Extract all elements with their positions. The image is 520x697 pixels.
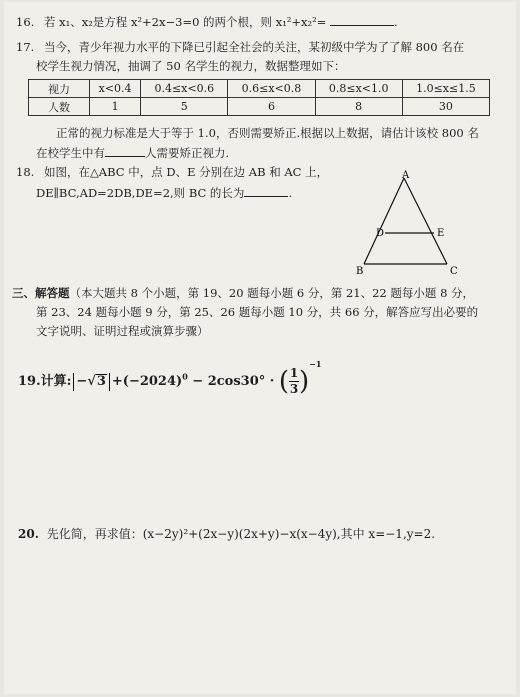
vision-data-table bbox=[28, 79, 490, 116]
q17-line4-start: 在校学生中有 bbox=[36, 146, 105, 160]
q19-cos-term: − 2cos30° bbox=[192, 374, 266, 389]
q18-answer-blank[interactable] bbox=[244, 185, 288, 197]
section-3-line1 bbox=[12, 284, 474, 303]
table-header-count: 人数 bbox=[29, 98, 90, 116]
q17-line3: 正常的视力标准是大于等于 1.0，否则需要矫正.根据以上数据，请估计该校 800 名 bbox=[56, 126, 479, 140]
table-row bbox=[29, 80, 490, 98]
fraction-denominator: 3 bbox=[289, 382, 299, 396]
paren-left: ( bbox=[278, 366, 289, 397]
q19-year: −2024 bbox=[128, 374, 177, 389]
table-cell-range: 0.6≤x<0.8 bbox=[228, 80, 315, 98]
section-3-text3: 文字说明、证明过程或演算步骤） bbox=[36, 324, 209, 338]
exam-page bbox=[4, 2, 516, 694]
table-row bbox=[29, 98, 490, 116]
question-16 bbox=[16, 14, 398, 30]
q17-line2: 校学生视力情况，抽调了 50 名学生的视力，数据整理如下： bbox=[36, 59, 346, 73]
abs-bar-left bbox=[73, 373, 74, 391]
q18-line2 bbox=[36, 185, 292, 201]
point-label-d: D bbox=[376, 228, 385, 239]
q17-answer-blank[interactable] bbox=[105, 145, 145, 157]
q17-number: 17. bbox=[16, 40, 35, 54]
q19-fraction bbox=[289, 367, 299, 396]
table-cell-count: 6 bbox=[228, 98, 315, 116]
section-3-text2: 第 23、24 题每小题 9 分，第 25、26 题每小题 10 分，共 66 分，解答应写出必要的 bbox=[36, 305, 479, 319]
q20-label: 20. bbox=[18, 527, 39, 541]
question-20 bbox=[18, 527, 435, 542]
q18-period: . bbox=[288, 186, 293, 200]
table-cell-range: 0.8≤x<1.0 bbox=[315, 80, 402, 98]
question-17-line1 bbox=[16, 40, 464, 55]
q18-line1: 如图，在△ABC 中，点 D、E 分别在边 AB 和 AC 上， bbox=[43, 165, 329, 179]
table-cell-count: 1 bbox=[90, 98, 141, 116]
table-header-vision: 视力 bbox=[29, 80, 90, 98]
table-cell-range: 1.0≤x≤1.5 bbox=[402, 80, 489, 98]
table-cell-count: 8 bbox=[315, 98, 402, 116]
q19-label: 19.计算: bbox=[18, 374, 72, 389]
q17-line4-end: 人需要矫正视力. bbox=[145, 146, 230, 160]
q20-text: 先化简，再求值：(x−2y)²+(2x−y)(2x+y)−x(x−4y),其中 x=−1,y=2. bbox=[46, 527, 436, 541]
q16-period: . bbox=[394, 15, 398, 29]
table-cell-count: 5 bbox=[141, 98, 228, 116]
q16-answer-blank[interactable] bbox=[330, 14, 394, 26]
paren-right: ) bbox=[299, 366, 310, 397]
vertex-label-c: C bbox=[450, 266, 458, 276]
vertex-label-b: B bbox=[356, 266, 364, 276]
q17-line1: 当今，青少年视力水平的下降已引起全社会的关注，某初级中学为了了解 800 名在 bbox=[43, 40, 465, 54]
table-cell-range: 0.4≤x<0.6 bbox=[141, 80, 228, 98]
abs-bar-right bbox=[109, 373, 110, 391]
vertex-label-a: A bbox=[402, 170, 410, 181]
section-3-title: 三、解答题 bbox=[12, 286, 70, 300]
q18-line2-text: DE∥BC,AD=2DB,DE=2,则 BC 的长为 bbox=[36, 186, 245, 200]
side-ab bbox=[364, 178, 404, 264]
side-ac bbox=[404, 178, 447, 264]
q19-exp-zero: 0 bbox=[182, 371, 188, 382]
q16-text: 若 x₁、x₂是方程 x²+2x−3=0 的两个根，则 x₁²+x₂²= bbox=[43, 15, 327, 29]
q17-line4 bbox=[36, 145, 229, 161]
point-label-e: E bbox=[437, 228, 445, 239]
q19-sqrt: 3 bbox=[96, 374, 106, 389]
q18-number: 18. bbox=[16, 165, 35, 179]
q19-exp-neg1: −1 bbox=[309, 359, 322, 369]
section-3-text1: （本大题共 8 个小题，第 19、20 题每小题 6 分，第 21、22 题每小题 8 分， bbox=[69, 286, 475, 300]
q16-number: 16. bbox=[16, 15, 35, 29]
question-19: 19.计算: $-√3 +(-2024)^0 - 2\cos 30^\circ$ · ( $\frac{1}{3}$ )$^{-1}$ bbox=[18, 359, 322, 397]
fraction-numerator: 1 bbox=[289, 366, 299, 380]
question-18-line1 bbox=[16, 165, 328, 180]
triangle-diagram bbox=[354, 168, 464, 276]
table-cell-count: 30 bbox=[402, 98, 489, 116]
table-cell-range: x<0.4 bbox=[90, 80, 141, 98]
